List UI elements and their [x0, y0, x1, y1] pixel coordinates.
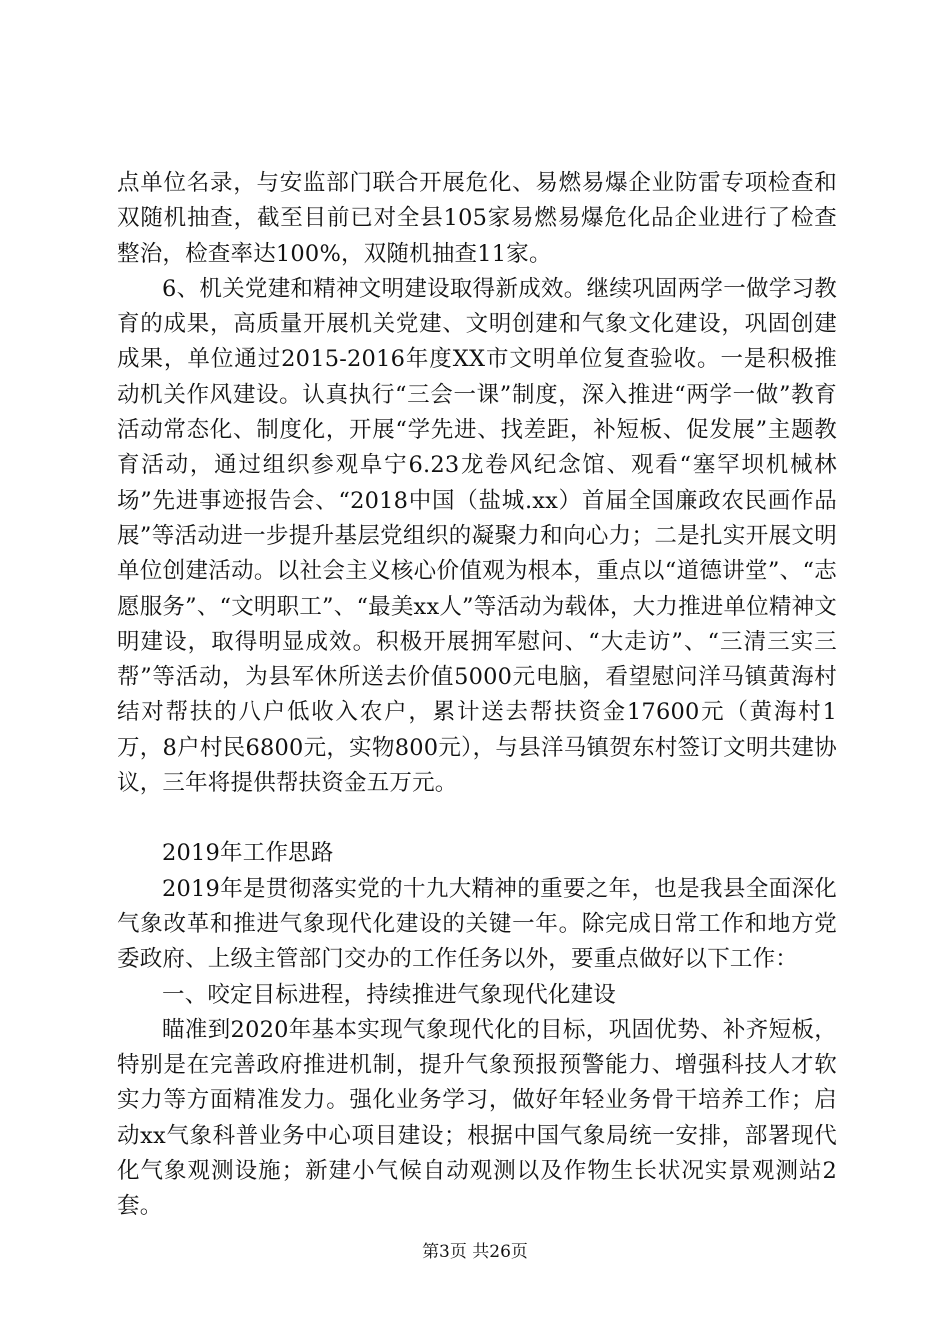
paragraph-continuation: 点单位名录，与安监部门联合开展危化、易燃易爆企业防雷专项检查和双随机抽查，截至目前已对全县105家易燃易爆危化品企业进行了检查整治，检查率达100%，双随机抽查11家。	[117, 170, 837, 267]
page-footer: 第3页 共26页	[422, 1242, 528, 1262]
paragraph-2019-intro: 2019年是贯彻落实党的十九大精神的重要之年，也是我县全面深化气象改革和推进气象现代化建设的关键一年。除完成日常工作和地方党委政府、上级主管部门交办的工作任务以外，要重点做好以下工作：	[117, 875, 837, 973]
subheading-modernization: 一、咬定目标进程，持续推进气象现代化建设	[162, 981, 617, 1008]
section-heading-2019-plan: 2019年工作思路	[162, 840, 334, 867]
document-body	[117, 166, 837, 1225]
paragraph-party-building: 6、机关党建和精神文明建设取得新成效。继续巩固两学一做学习教育的成果，高质量开展机关党建、文明创建和气象文化建设，巩固创建成果，单位通过2015-2016年度XX市文明单位复查验收。一是积极推动机关作风建设。认真执行“三会一课”制度，深入推进“两学一做”教育活动常态化、制度化，开展“学先进、找差距，补短板、促发展”主题教育活动，通过组织参观阜宁6.23龙卷风纪念馆、观看“塞罕坝机械林场”先进事迹报告会、“2018中国（盐城.xx）首届全国廉政农民画作品展”等活动进一步提升基层党组织的凝聚力和向心力；二是扎实开展文明单位创建活动。以社会主义核心价值观为根本，重点以“道德讲堂”、“志愿服务”、“文明职工”、“最美xx人”等活动为载体，大力推进单位精神文明建设，取得明显成效。积极开展拥军慰问、“大走访”、“三清三实三帮”等活动，为县军休所送去价值5000元电脑，看望慰问洋马镇黄海村结对帮扶的八户低收入农户，累计送去帮扶资金17600元（黄海村1万，8户村民6800元，实物800元），与县洋马镇贺东村签订文明共建协议，三年将提供帮扶资金五万元。	[117, 275, 837, 797]
paragraph-modernization-goals: 瞄准到2020年基本实现气象现代化的目标，巩固优势、补齐短板，特别是在完善政府推进机制，提升气象预报预警能力、增强科技人才软实力等方面精准发力。强化业务学习，做好年轻业务骨干培养工作；启动xx气象科普业务中心项目建设；根据中国气象局统一安排，部署现代化气象观测设施；新建小气候自动观测以及作物生长状况实景观测站2套。	[117, 1016, 837, 1220]
